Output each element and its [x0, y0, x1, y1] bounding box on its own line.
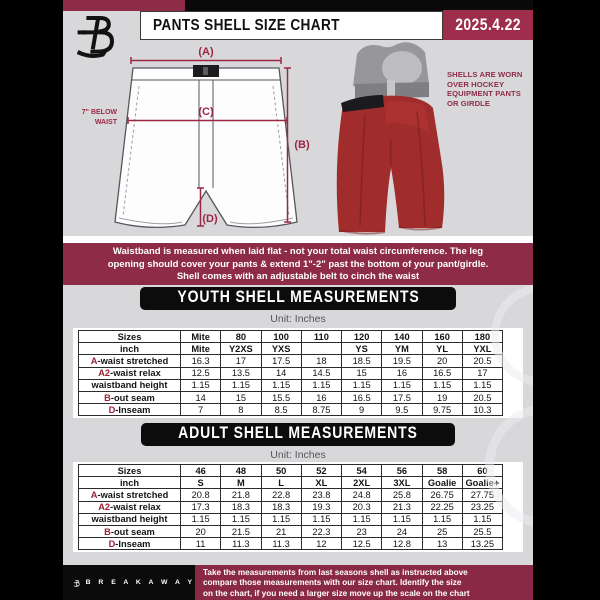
value-cell: 17: [221, 355, 261, 367]
value-cell: 8.75: [301, 404, 341, 416]
footer-line: Take the measurements from last seasons shell as instructed above: [203, 568, 468, 577]
value-cell: L: [261, 477, 301, 489]
value-cell: 46: [181, 465, 221, 477]
value-cell: 13: [422, 538, 462, 550]
photo-note-line: SHELLS ARE WORN: [447, 70, 523, 79]
value-cell: 1.15: [221, 513, 261, 525]
value-cell: 17: [462, 367, 502, 379]
value-cell: 14.5: [301, 367, 341, 379]
value-cell: YS: [342, 343, 382, 355]
table-row: [79, 489, 503, 501]
breakaway-logo-small-icon: [73, 570, 81, 596]
value-cell: 20.5: [462, 355, 502, 367]
instruction-banner: [63, 243, 533, 285]
divider-strip: [63, 236, 533, 243]
value-cell: 1.15: [382, 513, 422, 525]
footer-brand-box: [63, 565, 195, 600]
value-cell: 12: [301, 538, 341, 550]
value-cell: 17.5: [261, 355, 301, 367]
value-cell: 20.8: [181, 489, 221, 501]
photo-note-line: EQUIPMENT PANTS: [447, 89, 521, 99]
value-cell: 18.5: [342, 355, 382, 367]
value-cell: 54: [342, 465, 382, 477]
value-cell: 15.5: [261, 391, 301, 403]
value-cell: 19.3: [301, 501, 341, 513]
value-cell: 160: [422, 331, 462, 343]
value-cell: 56: [382, 465, 422, 477]
value-cell: 21: [261, 525, 301, 537]
value-cell: 1.15: [382, 379, 422, 391]
value-cell: 24: [382, 525, 422, 537]
value-cell: 23: [342, 525, 382, 537]
value-cell: 20: [181, 525, 221, 537]
table-row: [79, 391, 503, 403]
youth-table: [78, 330, 503, 416]
value-cell: 16: [301, 391, 341, 403]
value-cell: 23.25: [462, 501, 502, 513]
value-cell: 80: [221, 331, 261, 343]
value-cell: 10.3: [462, 404, 502, 416]
banner-line: Waistband is measured when laid flat - not your total waist circumference. The leg: [112, 246, 484, 257]
value-cell: 22.25: [422, 501, 462, 513]
label-d: (D): [202, 213, 218, 225]
value-cell: 1.15: [301, 379, 341, 391]
label-a: (A): [198, 46, 214, 58]
value-cell: 9.75: [422, 404, 462, 416]
value-cell: [301, 343, 341, 355]
value-cell: S: [181, 477, 221, 489]
value-cell: 16.3: [181, 355, 221, 367]
value-cell: 1.15: [342, 379, 382, 391]
table-row: [79, 501, 503, 513]
row-label: Sizes: [79, 465, 181, 477]
table-row: [79, 404, 503, 416]
value-cell: 17.3: [181, 501, 221, 513]
value-cell: Goalie: [422, 477, 462, 489]
table-row: [79, 465, 503, 477]
value-cell: 24.8: [342, 489, 382, 501]
value-cell: 52: [301, 465, 341, 477]
value-cell: 16: [382, 367, 422, 379]
value-cell: 9: [342, 404, 382, 416]
value-cell: 1.15: [462, 513, 502, 525]
page-title-box: [140, 11, 443, 40]
value-cell: 7: [181, 404, 221, 416]
youth-title: YOUTH SHELL MEASUREMENTS: [176, 288, 420, 306]
value-cell: 16.5: [422, 367, 462, 379]
adult-badge: [141, 423, 455, 446]
value-cell: 18: [301, 355, 341, 367]
value-cell: 1.15: [301, 513, 341, 525]
adult-table: [78, 464, 503, 550]
label-c: (C): [198, 106, 214, 118]
photo-note-line: OVER HOCKEY: [447, 79, 505, 89]
youth-unit-label: Unit: Inches: [270, 313, 326, 325]
value-cell: 180: [462, 331, 502, 343]
value-cell: Mite: [181, 343, 221, 355]
table-row: [79, 477, 503, 489]
footer-line: on the chart, if you need a larger size move up the scale on the chart: [203, 588, 470, 598]
value-cell: 110: [301, 331, 341, 343]
date-label: 2025.4.22: [455, 15, 521, 34]
value-cell: 48: [221, 465, 261, 477]
label-b: (B): [294, 139, 310, 151]
value-cell: 25: [422, 525, 462, 537]
value-cell: 20.5: [462, 391, 502, 403]
value-cell: M: [221, 477, 261, 489]
value-cell: 9.5: [382, 404, 422, 416]
size-chart-page: [63, 0, 533, 600]
row-label: B-out seam: [79, 525, 181, 537]
value-cell: YXS: [261, 343, 301, 355]
value-cell: 13.5: [221, 367, 261, 379]
value-cell: 1.15: [181, 379, 221, 391]
value-cell: 50: [261, 465, 301, 477]
value-cell: 27.75: [462, 489, 502, 501]
youth-badge: [140, 287, 457, 310]
value-cell: 1.15: [181, 513, 221, 525]
pants-measurement-diagram: [65, 40, 315, 240]
value-cell: 1.15: [221, 379, 261, 391]
table-row: [79, 525, 503, 537]
youth-section-header: [63, 287, 533, 310]
table-row: [79, 355, 503, 367]
value-cell: 26.75: [422, 489, 462, 501]
value-cell: 1.15: [261, 513, 301, 525]
photo-note: [447, 70, 533, 108]
value-cell: 17.5: [382, 391, 422, 403]
value-cell: YXL: [462, 343, 502, 355]
value-cell: 1.15: [422, 379, 462, 391]
value-cell: 14: [261, 367, 301, 379]
row-label: A2-waist relax: [79, 501, 181, 513]
value-cell: 11.3: [221, 538, 261, 550]
table-row: [79, 379, 503, 391]
row-label: A-waist stretched: [79, 355, 181, 367]
value-cell: 25.8: [382, 489, 422, 501]
value-cell: 22.8: [261, 489, 301, 501]
table-row: [79, 513, 503, 525]
value-cell: 100: [261, 331, 301, 343]
value-cell: 20.3: [342, 501, 382, 513]
value-cell: XL: [301, 477, 341, 489]
value-cell: 14: [181, 391, 221, 403]
value-cell: YL: [422, 343, 462, 355]
photo-note-line: OR GIRDLE: [447, 98, 491, 108]
value-cell: Goalie+: [462, 477, 502, 489]
value-cell: 18.3: [261, 501, 301, 513]
date-box: [443, 10, 533, 40]
value-cell: 12.5: [181, 367, 221, 379]
page-title: PANTS SHELL SIZE CHART: [153, 16, 340, 34]
row-label: inch: [79, 343, 181, 355]
adult-unit-label: Unit: Inches: [270, 449, 326, 461]
value-cell: 8.5: [261, 404, 301, 416]
waist-note-line1: 7" BELOW: [81, 109, 117, 116]
adult-title: ADULT SHELL MEASUREMENTS: [178, 424, 418, 442]
value-cell: 16.5: [342, 391, 382, 403]
table-row: [79, 331, 503, 343]
value-cell: 12.8: [382, 538, 422, 550]
value-cell: 23.8: [301, 489, 341, 501]
value-cell: 11: [181, 538, 221, 550]
value-cell: 15: [221, 391, 261, 403]
adult-section-header: [63, 423, 533, 446]
value-cell: 11.3: [261, 538, 301, 550]
row-label: inch: [79, 477, 181, 489]
value-cell: 1.15: [422, 513, 462, 525]
row-label: A2-waist relax: [79, 367, 181, 379]
brand-wordmark: B R E A K A W A Y: [85, 579, 195, 586]
value-cell: 25.5: [462, 525, 502, 537]
banner-line: opening should cover your pants & extend 1"-2" past the bottom of your pant/girdle.: [107, 258, 489, 270]
value-cell: YM: [382, 343, 422, 355]
footer-instructions: [195, 565, 533, 600]
value-cell: 12.5: [342, 538, 382, 550]
value-cell: 1.15: [342, 513, 382, 525]
value-cell: 20: [422, 355, 462, 367]
footer-line: compare those measurements with our size chart. Identify the size: [203, 578, 462, 588]
table-row: [79, 538, 503, 550]
row-label: B-out seam: [79, 391, 181, 403]
table-row: [79, 343, 503, 355]
value-cell: 140: [382, 331, 422, 343]
value-cell: 21.8: [221, 489, 261, 501]
adult-table-container: [73, 462, 523, 552]
value-cell: 1.15: [261, 379, 301, 391]
waist-note-line2: WAIST: [94, 119, 117, 126]
value-cell: 15: [342, 367, 382, 379]
value-cell: 120: [342, 331, 382, 343]
value-cell: 13.25: [462, 538, 502, 550]
value-cell: 18.3: [221, 501, 261, 513]
value-cell: 3XL: [382, 477, 422, 489]
table-row: [79, 367, 503, 379]
value-cell: 19: [422, 391, 462, 403]
row-label: D-Inseam: [79, 538, 181, 550]
value-cell: 22.3: [301, 525, 341, 537]
row-label: waistband height: [79, 379, 181, 391]
row-label: D-Inseam: [79, 404, 181, 416]
row-label: waistband height: [79, 513, 181, 525]
value-cell: 19.5: [382, 355, 422, 367]
value-cell: 1.15: [462, 379, 502, 391]
value-cell: Mite: [181, 331, 221, 343]
row-label: Sizes: [79, 331, 181, 343]
value-cell: 21.5: [221, 525, 261, 537]
value-cell: 21.3: [382, 501, 422, 513]
value-cell: 60: [462, 465, 502, 477]
value-cell: Y2XS: [221, 343, 261, 355]
value-cell: 8: [221, 404, 261, 416]
row-label: A-waist stretched: [79, 489, 181, 501]
banner-line: Shell comes with an adjustable belt to cinch the waist: [176, 271, 420, 283]
value-cell: 2XL: [342, 477, 382, 489]
value-cell: 58: [422, 465, 462, 477]
youth-table-container: [73, 328, 523, 418]
